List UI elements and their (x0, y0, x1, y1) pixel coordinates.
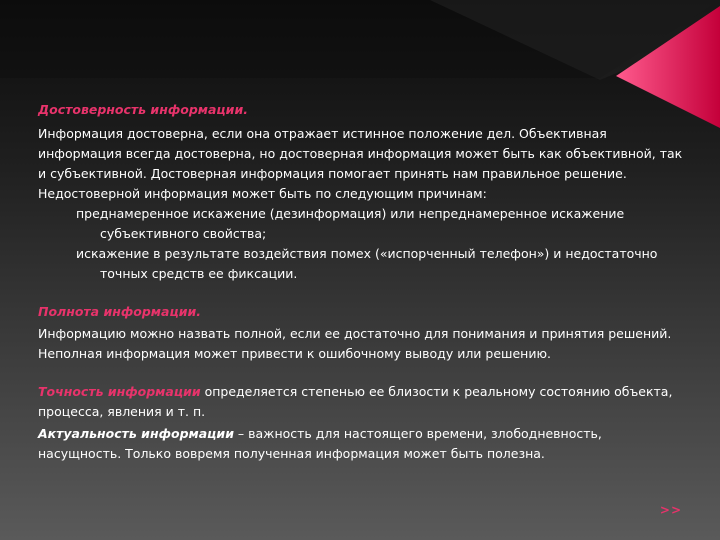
heading-completeness: Полнота информации. (38, 304, 201, 319)
slide-content (38, 100, 686, 464)
paragraph-relevance (38, 424, 686, 464)
heading-reliability: Достоверность информации. (38, 102, 248, 117)
accuracy-term: Точность информации (38, 384, 201, 399)
paragraph-accuracy (38, 382, 686, 422)
reason-item-1: преднамеренное искажение (дезинформация) или непреднамеренное искажение субъективного свойства; (76, 206, 625, 241)
reason-item-2: искажение в результате воздействия помех («испорченный телефон») и недостаточно точных средств ее фиксации. (76, 246, 658, 281)
paragraph-reliability: Информация достоверна, если она отражает истинное положение дел. Объективная информация всегда достоверна, но достоверная информация может быть как объективной, так и субъективной. Достоверная информация помогает принять нам правильное решение. Недостоверной информация может быть по следующим причинам: (38, 126, 683, 201)
paragraph-completeness: Информацию можно назвать полной, если ее достаточно для понимания и принятия решений. Неполная информация может привести к ошибочному выводу или решению. (38, 326, 672, 361)
relevance-term: Актуальность информации (38, 426, 234, 441)
relevance-text: – важность для настоящего времени, злободневность, насущность. Только вовремя полученная информация может быть полезна. (38, 426, 602, 461)
next-slide-link[interactable]: >> (659, 503, 682, 517)
accuracy-text: определяется степенью ее близости к реальному состоянию объекта, процесса, явления и т. п. (38, 384, 673, 419)
